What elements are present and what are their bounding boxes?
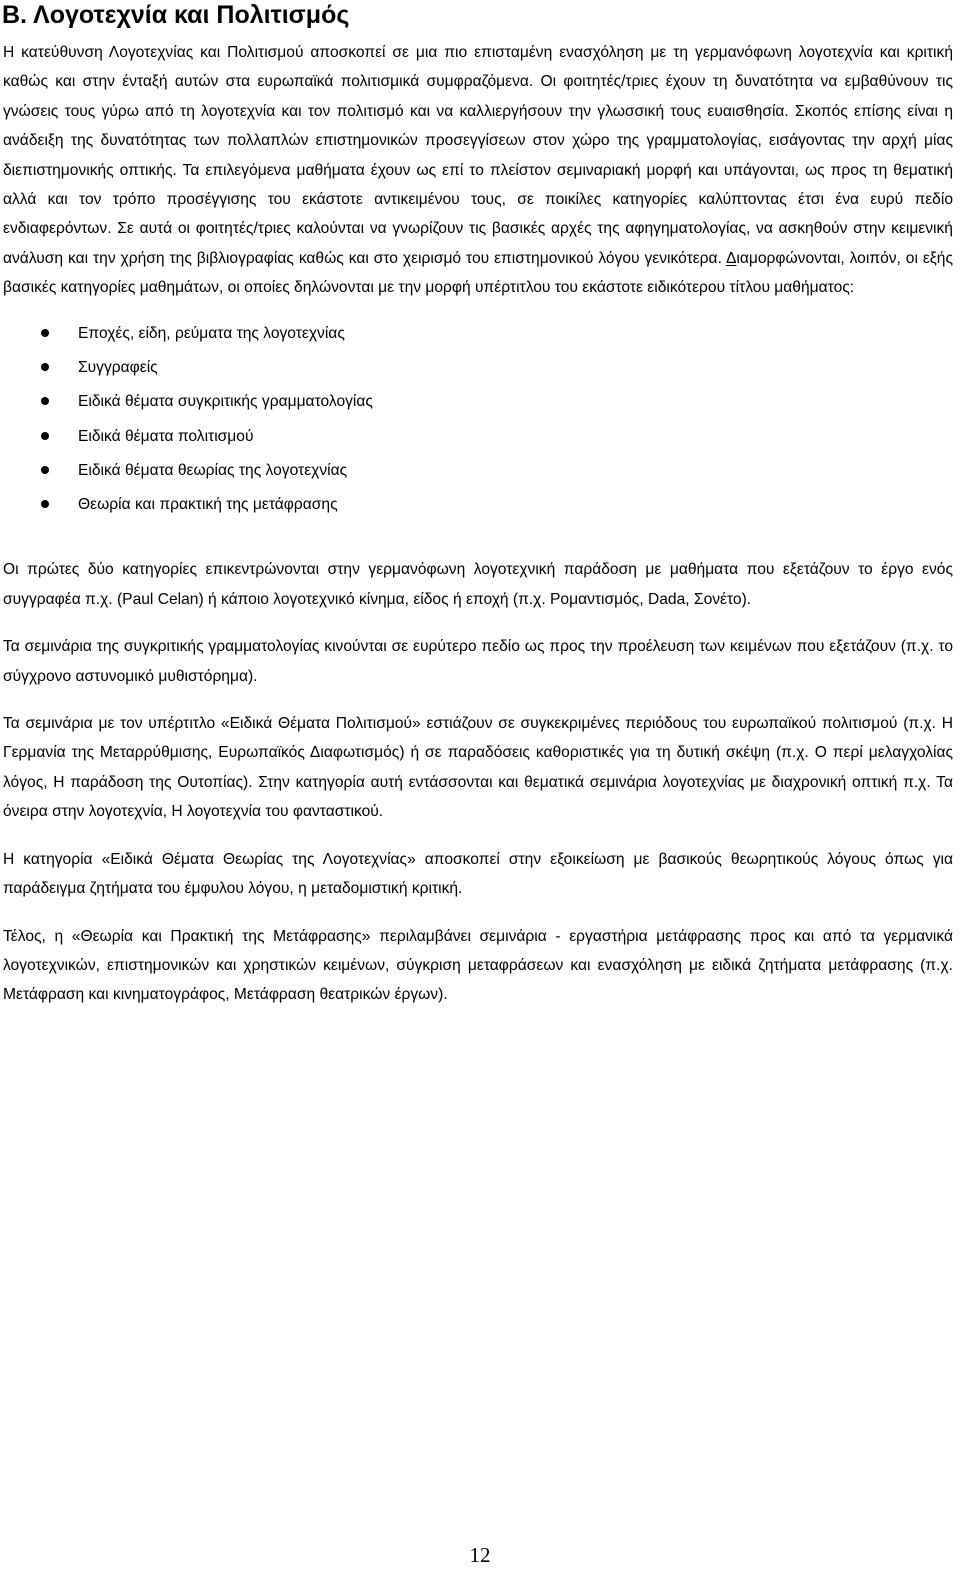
list-item [3,392,953,426]
list-item [3,358,953,392]
list-item-label: Θεωρία και πρακτική της μετάφρασης [78,496,338,514]
paragraph-translation: Τέλος, η «Θεωρία και Πρακτική της Μετάφρασης» περιλαμβάνει σεμινάρια - εργαστήρια μετάφρασης προς και από τα γερμανικά λογοτεχνικών, επιστημονικών και χρηστικών κειμένων, σύγκριση μεταφράσεων και ενασχόληση με ειδικά ζητήματα μετάφρασης (π.χ. Μετάφραση και κινηματογράφος, Μετάφραση θεατρικών έργων). [3,927,953,1004]
page-number: 12 [469,1543,491,1567]
intro-tail-text: ιαμορφώνονται, λοιπόν, οι εξής βασικές κατηγορίες μαθημάτων, οι οποίες δηλώνονται με την μορφή υπέρτιτλου του εκάστοτε ειδικότερου τίτλου μαθήματος: [3,249,953,297]
paragraph-culture-topics: Τα σεμινάρια με τον υπέρτιτλο «Ειδικά Θέματα Πολιτισμού» εστιάζουν σε συγκεκριμένες περιόδους του ευρωπαϊκού πολιτισμού (π.χ. Η Γερμανία της Μεταρρύθμισης, Ευρωπαϊκός Διαφωτισμός) ή σε παραδόσεις καθοριστικές για τη δυτική σκέψη (π.χ. Ο περί μελαγχολίας λόγος, Η παράδοση της Ουτοπίας). Στην κατηγορία αυτή εντάσσονται και θεματικά σεμινάρια λογοτεχνίας με διαχρονική οπτική π.χ. Τα όνειρα στην λογοτεχνία, Η λογοτεχνία του φανταστικού. [3,715,953,821]
category-list [3,324,953,530]
intro-text: Η κατεύθυνση Λογοτεχνίας και Πολιτισμού αποσκοπεί σε μια πιο επισταμένη ενασχόληση με τη γερμανόφωνη λογοτεχνία και κριτική καθώς και στην ένταξή αυτών στα ευρωπαϊκά πολιτισμικά συμφραζόμενα. Οι φοιτητές/τριες έχουν τη δυνατότητα να εμβαθύνουν τις γνώσεις τους γύρω από τη λογοτεχνία και τον πολιτισμό και να καλλιεργήσουν την γλωσσική τους ευαισθησία. Σκοπός επίσης είναι η ανάδειξη της δυνατότητας των πολλαπλών επιστημονικών προσεγγίσεων στον χώρο της γραμματολογίας, εισάγοντας την αρχή μίας διεπιστημονικής οπτικής. Τα επιλεγόμενα μαθήματα έχουν ως επί το πλείστον σεμιναριακή μορφή και υπάγονται, ως προς τη θεματική αλλά και τον τρόπο προσέγγισης του εκάστοτε αντικειμένου τους, σε ποικίλες κατηγορίες καλύπτοντας έτσι ένα ευρύ πεδίο ενδιαφερόντων. Σε αυτά οι φοιτητές/τριες καλούνται να γνωρίζουν τις βασικές αρχές της αφηγηματολογίας, να ασκηθούν στην κειμενική ανάλυση και την χρήση της βιβλιογραφίας καθώς και στο χειρισμό του επιστημονικού λόγου γενικότερα. [3,44,953,267]
section-body [3,38,953,1010]
bullet-icon [41,500,49,508]
list-item-label: Ειδικά θέματα θεωρίας της λογοτεχνίας [78,461,348,479]
list-item [3,495,953,529]
intro-tail-first-letter: Δ [725,249,737,267]
intro-paragraph [3,38,953,303]
paragraph-literary-theory: Η κατηγορία «Ειδικά Θέματα Θεωρίας της Λογοτεχνίας» αποσκοπεί στην εξοικείωση με βασικούς θεωρητικούς λόγους όπως για παράδειγμα ζητήματα του έμφυλου λόγου, η μεταδομιστική κριτική. [3,850,953,898]
list-item [3,324,953,358]
bullet-icon [41,432,49,440]
list-item-label: Εποχές, είδη, ρεύματα της λογοτεχνίας [78,324,345,342]
paragraph-first-categories: Οι πρώτες δύο κατηγορίες επικεντρώνονται στην γερμανόφωνη λογοτεχνική παράδοση με μαθήματα που εξετάζουν το έργο ενός συγγραφέα π.χ. (Paul Celan) ή κάποιο λογοτεχνικό κίνημα, είδος ή εποχή (π.χ. Ρομαντισμός, Dada, Σονέτο). [3,561,953,608]
paragraph-comparative-literature: Τα σεμινάρια της συγκριτικής γραμματολογίας κινούνται σε ευρύτερο πεδίο ως προς την προέλευση των κειμένων που εξετάζουν (π.χ. το σύγχρονο αστυνομικό μυθιστόρημα). [3,638,953,685]
list-item-label: Ειδικά θέματα συγκριτικής γραμματολογίας [78,393,373,411]
list-item-label: Ειδικά θέματα πολιτισμού [78,427,254,445]
section-heading: Β. Λογοτεχνία και Πολιτισμός [2,1,350,29]
list-item [3,427,953,461]
list-item-label: Συγγραφείς [78,358,158,376]
list-item [3,461,953,495]
bullet-icon [41,329,49,337]
bullet-icon [41,397,49,405]
bullet-icon [41,466,49,474]
bullet-icon [41,363,49,371]
